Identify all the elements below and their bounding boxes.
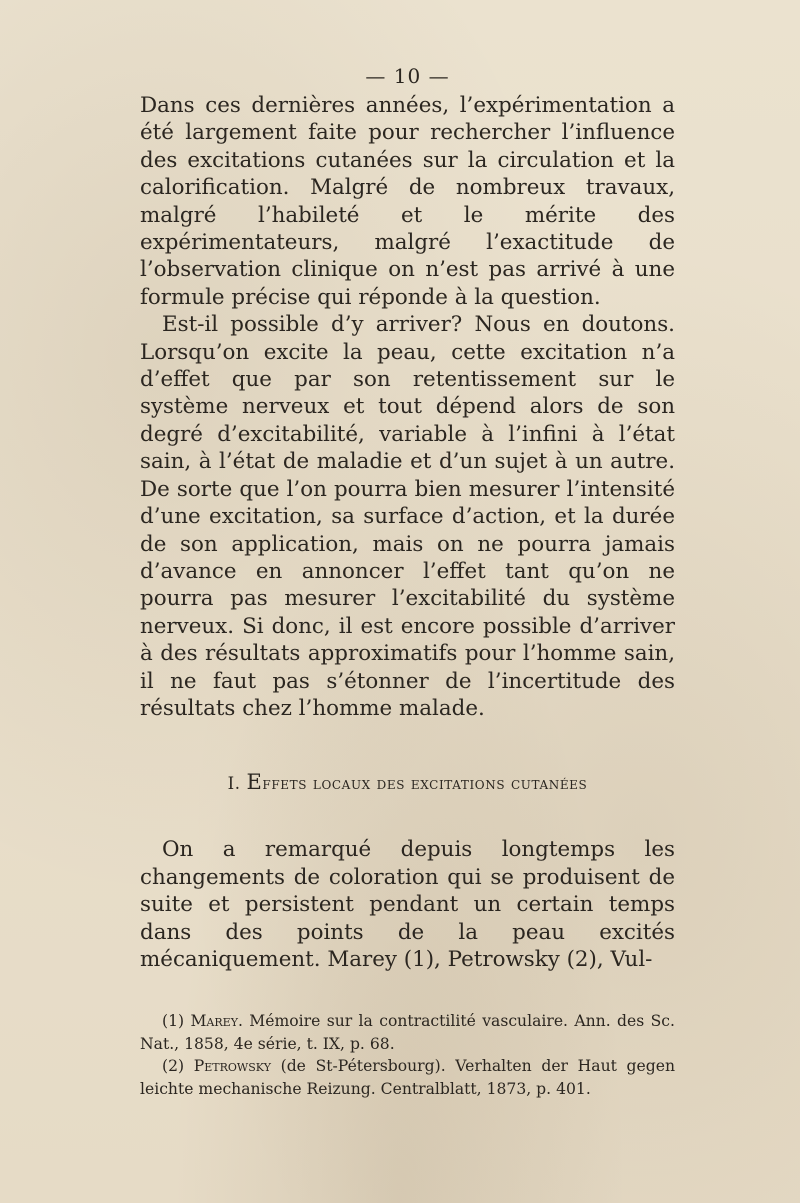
footnote-1-marker: (1): [162, 1012, 185, 1031]
footnote-1-text: . Mémoire sur la contractilité vasculaire. Ann. des Sc. Nat., 1858, 4e série, t. IX, p. 68.: [140, 1012, 675, 1053]
book-page: [140, 62, 675, 1100]
page-number: — 10 —: [365, 64, 450, 88]
section-number: I.: [227, 774, 241, 794]
footnote-2-author: Petrowsky: [193, 1057, 271, 1076]
footnote-1-author: Marey: [190, 1012, 238, 1031]
footnote-2-marker: (2): [162, 1057, 185, 1076]
paragraph-1: Dans ces dernières années, l’expérimentation a été largement faite pour rechercher l’influence des excitations cutanées sur la circulation et la calorification. Malgré de nombreux travaux, malgré l’habileté et le mérite des expérimentateurs, malgré l’exactitude de l’observation clinique on n’est pas arrivé à une formule précise qui réponde à la question.: [140, 93, 675, 310]
section-title-initial: E: [246, 770, 263, 795]
footnote-2-text: (de St-Pétersbourg). Verhalten der Haut gegen leichte mechanische Reizung. Centralblatt, 1873, p. 401.: [140, 1057, 675, 1098]
section-heading: [140, 770, 675, 796]
footnote-1: [140, 1010, 675, 1055]
paragraph-2: Est-il possible d’y arriver? Nous en doutons. Lorsqu’on excite la peau, cette excitation n’a d’effet que par son retentissement sur le système nerveux et tout dépend alors de son degré d’excitabilité, variable à l’infini à l’état sain, à l’état de maladie et d’un sujet à un autre. De sorte que l’on pourra bien mesurer l’intensité d’une excitation, sa surface d’action, et la durée de son application, mais on ne pourra jamais d’avance en annoncer l’effet tant qu’on ne pourra pas mesurer l’excitabilité du système nerveux. Si donc, il est encore possible d’arriver à des résultats approximatifs pour l’homme sain, il ne faut pas s’étonner de l’incertitude des résultats chez l’homme malade.: [140, 312, 675, 721]
paragraph-3: On a remarqué depuis longtemps les changements de coloration qui se produisent de suite et persistent pendant un certain temps dans des points de la peau excités mécaniquement. Marey (1), Petrowsky (2), Vul-: [140, 837, 675, 972]
footnote-2: [140, 1055, 675, 1100]
section-title-rest: ffets locaux des excitations cutanées: [262, 774, 588, 794]
footnotes: [140, 1010, 675, 1100]
